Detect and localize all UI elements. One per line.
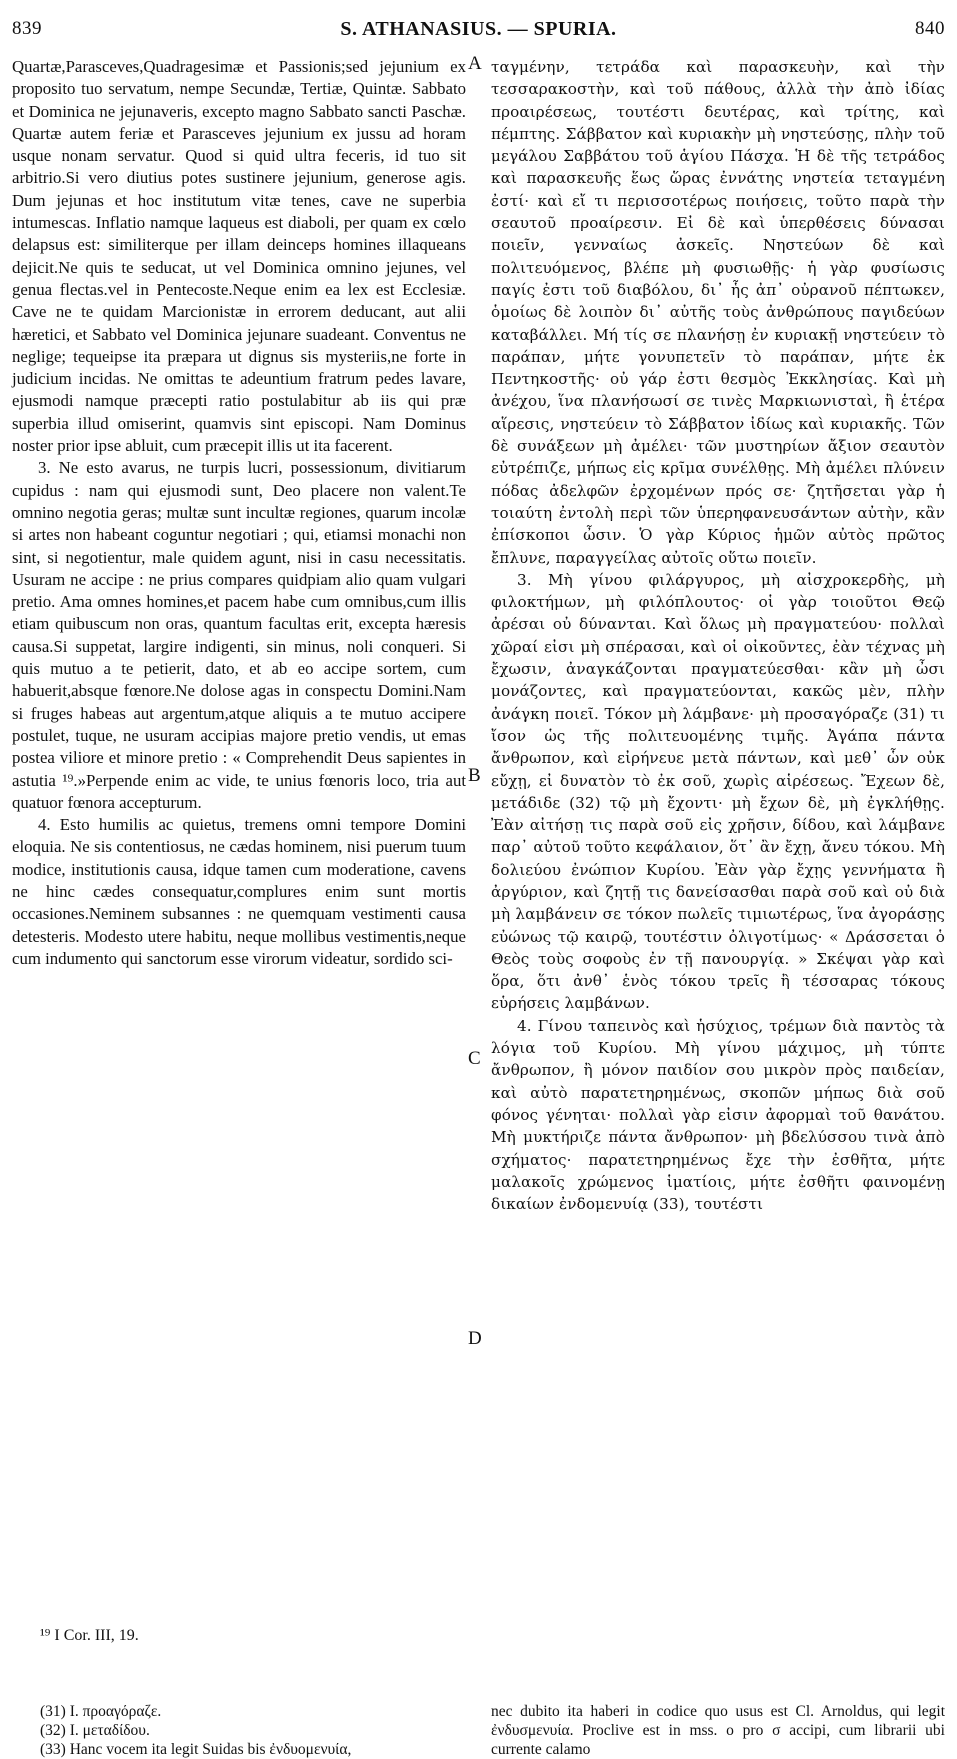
greek-paragraph-4: 4. Γίνου ταπεινὸς καὶ ἡσύχιος, τρέμων διὰ παντὸς τὰ λόγια τοῦ Κυρίου. Μὴ γίνου μάχιμος, μὴ τύπτε ἄνθρωπον, ἢ μόνον παιδίον σου μικρὸν πρὸς παιδείαν, καὶ αὐτὸ παρατετηρημένως, σκοπῶν μήπως διὰ σοῦ φόνος γένηται· πολλαὶ γὰρ εἰσιν ἀφορμαὶ τοῦ θανάτου. Μὴ μυκτήριζε πάντα ἄνθρωπον· μὴ βδελύσσου τινὰ ἀπὸ σχήματος· παρατετηρημένως ἔχε τὴν ἐσθῆτα, μήτε μαλακοῖς χρώμενος ἱματίοις, μήτε ἐσθῆτι φαινομένῃ δικαίων ἐνδομενυίᾳ (33), τουτέστι — [491, 1016, 945, 1214]
margin-letter-b: B — [468, 765, 481, 786]
note-31: (31) I. προαγόραζε. — [40, 1703, 162, 1720]
note-33: (33) Hanc vocem ita legit Suidas bis ἐνδυομενυία, — [40, 1741, 352, 1758]
latin-paragraph-4: 4. Esto humilis ac quietus, tremens omni tempore Domini eloquia. Ne sis contentiosus, ne cædas hominem, nisi puerum tuum modice, institutionis causa, idque tamen cum moderatione, cavens ne hinc cædes consequatur,complures enim sunt mortis occasiones.Neminem subsannes : ne quemquam vestimenti causa detesteris. Modesto utere habitu, neque mollibus vestimentis,neque cum indumento qui sanctorum esse virorum videatur, sordido sci- — [12, 815, 466, 968]
editor-notes-left — [40, 1702, 460, 1759]
latin-column — [12, 56, 466, 970]
greek-paragraph-1: ταγμένην, τετράδα καὶ παρασκευὴν, καὶ τὴν τεσσαρακοστὴν, καὶ τοῦ πάθους, ἀλλὰ τὴν ἀπὸ ἰδίας προαιρέσεως, τουτέστι δευτέρας, καὶ τρίτης, καὶ πέμπτης. Σάββατον καὶ κυριακὴν μὴ νηστεύσῃς, πλὴν τοῦ μεγάλου Σαββάτου τοῦ ἁγίου Πάσχα. Ἡ δὲ τῆς τετράδος καὶ παρασκευῆς ἕως ὥρας ἐννάτης νηστεία τεταγμένη ἐστί· καὶ εἴ τι περισσοτέρως ποιήσεις, τοῦτο παρὰ τὴν σεαυτοῦ προαίρεσιν. Εἰ δὲ καὶ ὑπερθέσεις δύνασαι ποιεῖν, γενναίως ἀσκεῖς. Νηστεύων δὲ καὶ πολιτευόμενος, βλέπε μὴ φυσιωθῇς· ἡ γὰρ φυσίωσις παγίς ἐστι τοῦ διαβόλου, δι᾽ ἧς ἀπ᾽ οὐρανοῦ πέπτωκεν, ὁμοίως δὲ λοιπὸν δι᾽ αὐτῆς τοὺς ἀνθρώπους παγιδεύων καταβάλλει. Μή τίς σε πλανήσῃ ἐν κυριακῇ νηστεύειν τὸ παράπαν, μήτε γονυπετεῖν τὸ παράπαν, μήτε ἐκ Πεντηκοστῆς· οὐ γάρ ἐστι θεσμὸς Ἐκκλησίας. Καὶ μὴ ἀνέχου, ἵνα πλανήσωσί σε τινὲς Μαρκιωνισταὶ, ἢ ἑτέρα αἵρεσις, νηστεύειν τὸ Σάββατον ἰδίως καὶ κυριακῆς. Τῶν δὲ συνάξεων μὴ ἀμέλει· τῶν μυστηρίων ἄξιον σεαυτὸν εὐτρέπιζε, μήπως εἰς κρῖμα συνέλθῃς. Μὴ ἀμέλει πλύνειν πόδας ἀδελφῶν ἐρχομένων πρός σε· ζητῆσεται γὰρ ἡ τοιαύτη ἐντολὴ περὶ τῶν ὑπερηφανευσάντων αὐτὴν, κἂν ἐπίσκοποι ὦσιν. Ὁ γὰρ Κύριος ἡμῶν αὐτὸς πρῶτος ἔπλυνε, παραγγείλας αὐτοῖς οὕτω ποιεῖν. — [491, 58, 945, 567]
latin-paragraph-3: 3. Ne esto avarus, ne turpis lucri, possessionum, divitiarum cupidus : nam qui ejusmodi sunt, Deo placere non valent.Te omnino negotia geras; multæ sunt incultæ regiones, quarum incolæ si artes non habeant coguntur negotiari ; qui, etiamsi monachi non sint, si negotientur, male quidem agunt, nisi in casu necessitatis. Usuram ne accipe : ne prius compares quidpiam alio quam vulgari pretio. Ama omnes homines,et pacem habe cum omnibus,cum illis etiam quibuscum non oras, quantum facultas erit, excepta hæresis causa.Si suppetat, largire indigenti, sin minus, noli conqueri. Si quis mutuo a te petierit, dato, et ab eo accipe sortem, cum habuerit,absque fœnore.Ne dolose agas in conspectu Domini.Nam si fruges habeas aut argentum,atque aliquis a te mutuo accipere postulet, tuque, ne usuram accipias majore pretio vendis, ut emas postea viliore et minore pretio : « Comprehendit Deus sapientes in astutia ¹⁹.»Perpende enim ac vide, te unius fœnoris loco, tria aut quatuor fœnora accepturum. — [12, 458, 466, 812]
page-number-left: 839 — [12, 18, 42, 39]
running-title: S. ATHANASIUS. — SPURIA. — [340, 18, 617, 40]
margin-letter-c: C — [468, 1048, 481, 1069]
footnote-19: ¹⁹ I Cor. III, 19. — [40, 1627, 139, 1644]
page-number-right: 840 — [915, 18, 945, 39]
margin-letter-d: D — [468, 1328, 482, 1349]
margin-letter-a: A — [468, 53, 482, 74]
editor-notes-right: nec dubito ita haberi in codice quo usus est Cl. Arnoldus, qui legit ἐνδυσμενυία. Proclive est in mss. o pro σ accipi, cum librarii ubi currente calamo — [491, 1703, 945, 1758]
greek-paragraph-3: 3. Μὴ γίνου φιλάργυρος, μὴ αἰσχροκερδὴς, μὴ φιλοκτήμων, μὴ φιλόπλουτος· οἱ γὰρ τοιοῦτοι Θεῷ ἀρέσαι οὐ δύνανται. Καὶ ὅλως μὴ πραγματεύου· πολλαὶ χῶραί εἰσι μὴ σπέρασαι, καὶ οἱ οἰκοῦντες, ἐὰν τέχνας μὴ ἔχωσιν, ἀναγκάζονται πραγματεύεσθαι· κἂν μὴ ὦσι μονάζοντες, καὶ πραγματεύονται, κακῶς μὲν, πλὴν ἀνάγκη ποιεῖ. Τόκον μὴ λάμβανε· μὴ προσαγόραζε (31) τι ἴσον ὡς τῆς πολιτευομένης τιμῆς. Ἀγάπα πάντα ἄνθρωπον, καὶ εἰρήνευε μετὰ πάντων, καὶ μεθ᾽ ὧν οὐκ εὔχῃ, εἰ δυνατὸν τὸ ἐκ σοῦ, χωρὶς αἱρέσεως. Ἔχεων δὲ, μετάδιδε (32) τῷ μὴ ἔχοντι· μὴ ἔχων δὲ, μὴ ἐγκλήθῃς. Ἐὰν αἰτήσῃ τις παρὰ σοῦ εἰς χρῆσιν, δίδου, καὶ λάμβανε παρ᾽ αὐτοῦ τοῦτο κεφάλαιον, ὅτ᾽ ἂν ἔχῃ, ἄνευ τόκου. Μὴ δολιεύου ἐνώπιον Κυρίου. Ἐὰν γὰρ ἔχῃς γεννήματα ἢ ἀργύριον, καὶ ζητῇ τις δανείσασθαι παρὰ σοῦ καὶ οὐ διὰ μὴ λαμβάνειν σε τόκον πωλεῖς τιμιωτέρως, ἵνα ἀγοράσῃς εὐώνως τῷ καιρῷ, τουτέστιν ὀλιγοτίμως· « Δράσσεται ὁ Θεὸς τοὺς σοφοὺς ἐν τῇ πανουργίᾳ. » Σκέψαι γὰρ καὶ ὅρα, ὅτι ἀνθ᾽ ἑνὸς τόκου τρεῖς ἢ τέσσαρας τόκους εὑρήσεις λαμβάνων. — [491, 570, 945, 1013]
note-32: (32) I. μεταδίδου. — [40, 1722, 150, 1739]
greek-column — [491, 56, 945, 1215]
latin-paragraph-1: Quartæ,Parasceves,Quadragesimæ et Passionis;sed jejunium ex proposito tuo servatum, nempe Secundæ, Tertiæ, Quintæ. Sabbato et Dominica ne jejunaveris, excepto magno Sabbato sancti Paschæ. Quartæ autem feriæ et Parasceves jejunium ex jussu ad horam usque nonam servatur. Quod si quid ultra feceris, id tuo sit arbitrio.Si vero diutius potes sustinere jejunium, generose agis. Dum jejunas et hoc institutum vitæ tenes, cave ne superbia intumescas. Inflatio namque laqueus est diaboli, per quam ex cœlo delapsus est: similiterque per illam deinceps homines illaqueans dejicit.Ne quis te seducat, ut vel Dominica omnino jejunes, vel genua flectas.vel in Pentecoste.Neque enim ea lex est Ecclesiæ. Cave ne te quidam Marcionistæ in errorem deducant, aut alii hæretici, et Sabbato vel Dominica jejunare suadeant. Conventus ne neglige; tequeipse ita præpara ut dignus sis mysteriis,ne forte in judicium incidas. Ne omittas te adeuntium fratrum pedes lavare, ejusmodi namque præcepti ratio postulabitur ab iis qui præ superbia illud omiserint, quamvis sint episcopi. Nam Dominus noster prior ipse abluit, cum præcepit illis ut ita facerent. — [12, 57, 466, 456]
